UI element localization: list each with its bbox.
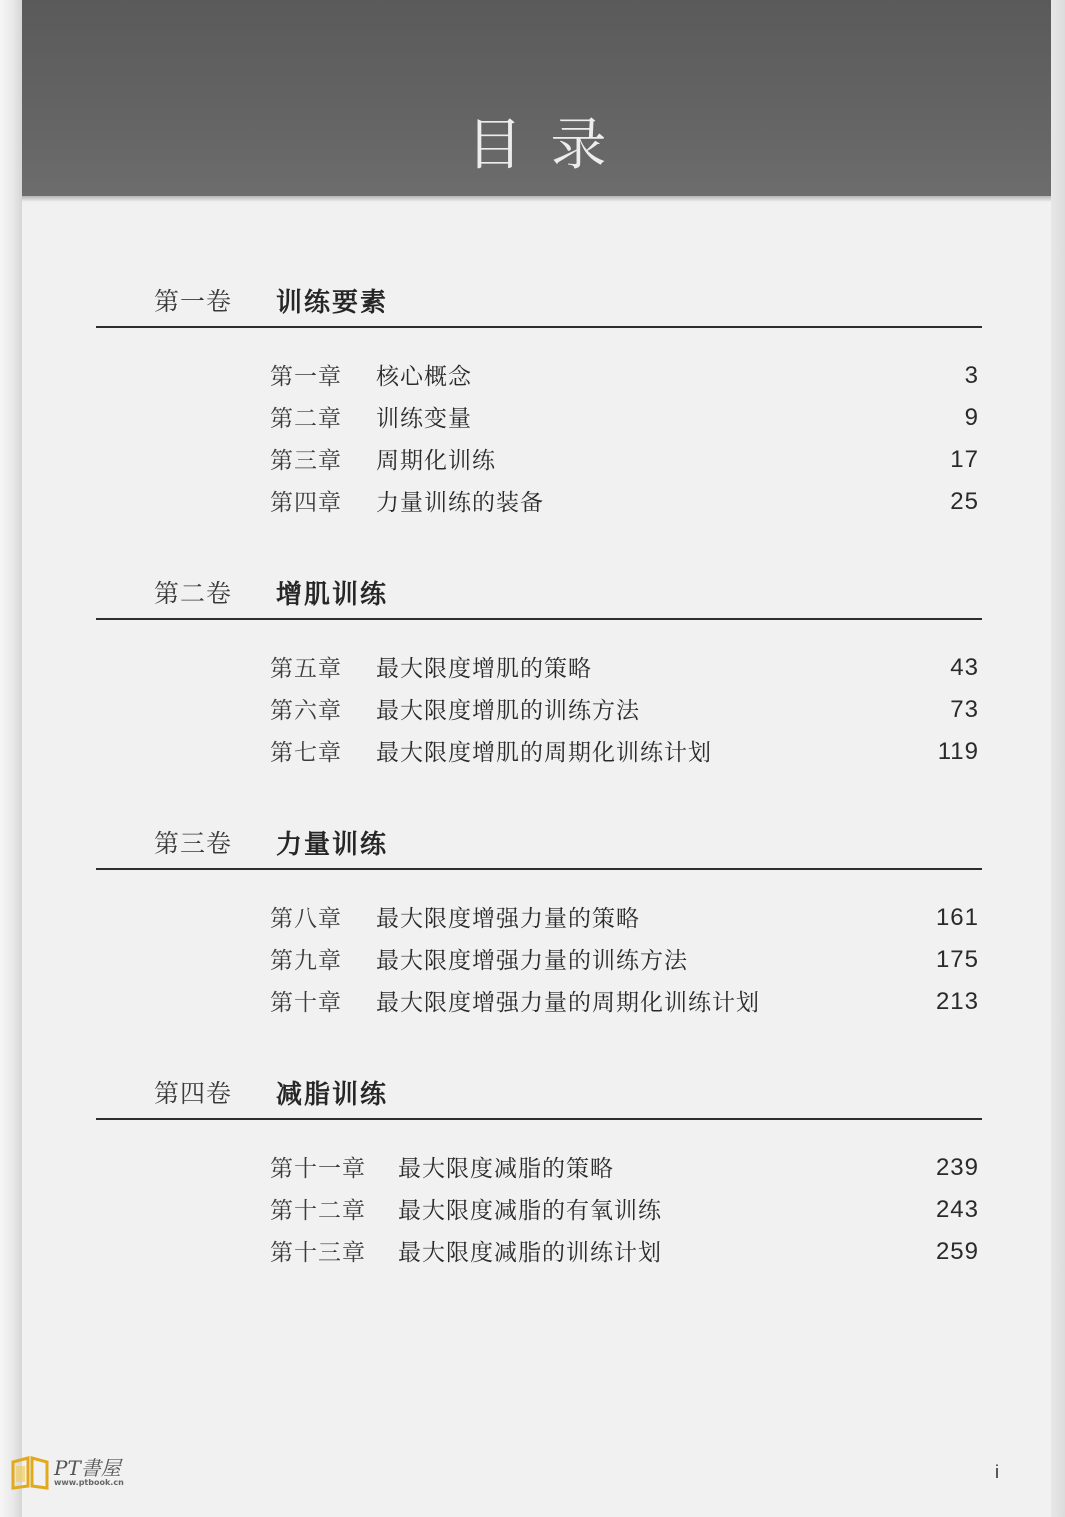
chapter-page: 73 bbox=[950, 696, 979, 723]
chapter-title: 最大限度增肌的训练方法 bbox=[376, 698, 640, 724]
chapter-number: 第一章 bbox=[270, 364, 342, 390]
chapter-number: 第十一章 bbox=[270, 1156, 366, 1182]
book-icon bbox=[10, 1454, 50, 1490]
chapter-title: 周期化训练 bbox=[376, 448, 496, 474]
chapter-page: 43 bbox=[950, 654, 979, 681]
chapter-page: 17 bbox=[950, 446, 979, 473]
chapter-entry[interactable] bbox=[22, 984, 1051, 1026]
chapter-number: 第八章 bbox=[270, 906, 342, 932]
page-number: i bbox=[995, 1462, 999, 1482]
volume-heading bbox=[22, 1074, 1051, 1118]
chapter-entry[interactable] bbox=[22, 900, 1051, 942]
chapter-entry[interactable] bbox=[22, 1234, 1051, 1276]
chapter-title: 最大限度增强力量的策略 bbox=[376, 906, 640, 932]
volume-rule bbox=[96, 868, 982, 870]
volume-title: 减脂训练 bbox=[276, 1080, 389, 1110]
right-page-edge bbox=[1051, 0, 1065, 1517]
chapter-page: 243 bbox=[935, 1196, 979, 1223]
chapter-title: 最大限度减脂的策略 bbox=[398, 1156, 614, 1182]
chapter-entry[interactable] bbox=[22, 942, 1051, 984]
chapter-title: 最大限度增强力量的周期化训练计划 bbox=[376, 990, 760, 1016]
header-band bbox=[22, 0, 1051, 196]
chapter-page: 119 bbox=[937, 738, 979, 765]
chapter-title: 最大限度增肌的周期化训练计划 bbox=[376, 740, 712, 766]
chapter-title: 训练变量 bbox=[376, 406, 472, 432]
volume-heading bbox=[22, 282, 1051, 326]
chapter-title: 核心概念 bbox=[376, 364, 472, 390]
chapter-number: 第六章 bbox=[270, 698, 342, 724]
volume-4 bbox=[22, 1074, 1051, 1266]
chapter-entry[interactable] bbox=[22, 692, 1051, 734]
chapter-entry[interactable] bbox=[22, 358, 1051, 400]
volume-2 bbox=[22, 574, 1051, 766]
chapter-page: 9 bbox=[964, 404, 979, 431]
left-page-edge bbox=[0, 0, 22, 1517]
volume-3 bbox=[22, 824, 1051, 1016]
chapter-number: 第十三章 bbox=[270, 1240, 366, 1266]
chapter-number: 第五章 bbox=[270, 656, 342, 682]
chapter-title: 力量训练的装备 bbox=[376, 490, 544, 516]
chapter-title: 最大限度增强力量的训练方法 bbox=[376, 948, 688, 974]
chapter-entry[interactable] bbox=[22, 442, 1051, 484]
watermark-logo bbox=[10, 1452, 160, 1492]
toc-page bbox=[22, 0, 1051, 1517]
chapter-number: 第四章 bbox=[270, 490, 342, 516]
volume-heading bbox=[22, 574, 1051, 618]
chapter-list bbox=[22, 650, 1051, 776]
chapter-list bbox=[22, 900, 1051, 1026]
chapter-number: 第九章 bbox=[270, 948, 342, 974]
chapter-entry[interactable] bbox=[22, 400, 1051, 442]
chapter-entry[interactable] bbox=[22, 650, 1051, 692]
chapter-number: 第十二章 bbox=[270, 1198, 366, 1224]
volume-number: 第四卷 bbox=[154, 1079, 233, 1108]
chapter-title: 最大限度减脂的有氧训练 bbox=[398, 1198, 662, 1224]
chapter-entry[interactable] bbox=[22, 1150, 1051, 1192]
volume-number: 第三卷 bbox=[154, 829, 233, 858]
volume-heading bbox=[22, 824, 1051, 868]
chapter-entry[interactable] bbox=[22, 734, 1051, 776]
chapter-number: 第七章 bbox=[270, 740, 342, 766]
volume-title: 力量训练 bbox=[276, 830, 389, 860]
chapter-number: 第三章 bbox=[270, 448, 342, 474]
volume-1 bbox=[22, 282, 1051, 516]
chapter-title: 最大限度减脂的训练计划 bbox=[398, 1240, 662, 1266]
header-shadow bbox=[22, 196, 1051, 202]
chapter-page: 175 bbox=[935, 946, 979, 973]
volume-title: 训练要素 bbox=[276, 288, 389, 318]
chapter-page: 259 bbox=[935, 1238, 979, 1265]
chapter-page: 25 bbox=[950, 488, 979, 515]
page-title: 目录 bbox=[466, 113, 635, 178]
chapter-entry[interactable] bbox=[22, 1192, 1051, 1234]
watermark-text: PT書屋 bbox=[54, 1456, 121, 1480]
chapter-number: 第十章 bbox=[270, 990, 342, 1016]
volume-rule bbox=[96, 326, 982, 328]
watermark-url: www.ptbook.cn bbox=[54, 1478, 124, 1487]
volume-title: 增肌训练 bbox=[276, 580, 389, 610]
chapter-list bbox=[22, 1150, 1051, 1276]
volume-number: 第二卷 bbox=[154, 579, 233, 608]
chapter-page: 239 bbox=[935, 1154, 979, 1181]
chapter-page: 213 bbox=[935, 988, 979, 1015]
volume-number: 第一卷 bbox=[154, 287, 233, 316]
chapter-page: 161 bbox=[935, 904, 979, 931]
chapter-entry[interactable] bbox=[22, 484, 1051, 526]
chapter-number: 第二章 bbox=[270, 406, 342, 432]
volume-rule bbox=[96, 618, 982, 620]
volume-rule bbox=[96, 1118, 982, 1120]
chapter-list bbox=[22, 358, 1051, 526]
chapter-page: 3 bbox=[964, 362, 979, 389]
chapter-title: 最大限度增肌的策略 bbox=[376, 656, 592, 682]
